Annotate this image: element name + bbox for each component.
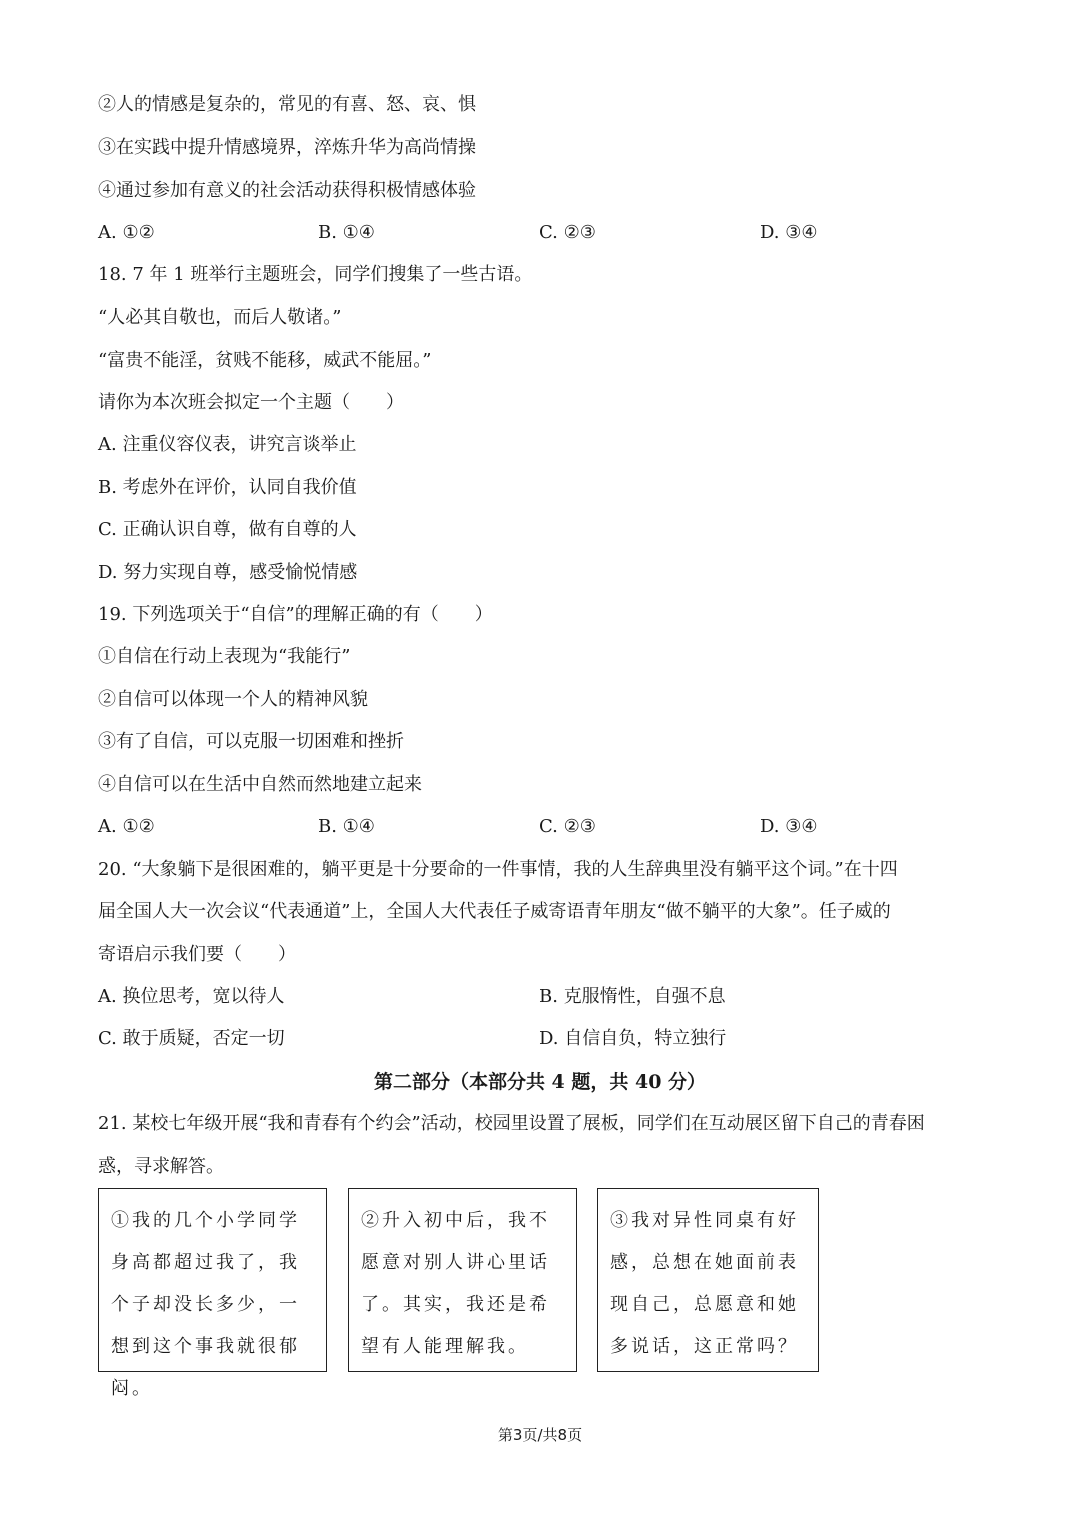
q19-item-4: ④自信可以在生活中自然而然地建立起来 <box>98 774 422 795</box>
q18-quote-1: “人必其自敬也，而后人敬诸。” <box>98 307 342 328</box>
q19-option-a: A. ①② <box>98 816 155 837</box>
q18-option-b: B. 考虑外在评价，认同自我价值 <box>98 477 357 498</box>
q19-option-d: D. ③④ <box>760 816 818 837</box>
q19-item-1: ①自信在行动上表现为“我能行” <box>98 646 351 667</box>
q21-stem-line-2: 惑，寻求解答。 <box>98 1156 224 1177</box>
q20-option-c: C. 敢于质疑，否定一切 <box>98 1028 285 1049</box>
q19-option-c: C. ②③ <box>539 816 596 837</box>
q20-option-d: D. 自信自负，特立独行 <box>539 1028 727 1049</box>
page-number: 第3页/共8页 <box>497 1426 583 1444</box>
q20-stem-line-2: 届全国人大一次会议“代表通道”上，全国人大代表任子威寄语青年朋友“做不躺平的大象”。任子威的 <box>98 901 891 922</box>
q19-option-b: B. ①④ <box>318 816 375 837</box>
q19-item-3: ③有了自信，可以克服一切困难和挫折 <box>98 731 404 752</box>
q17-option-d: D. ③④ <box>760 222 818 243</box>
q18-option-a: A. 注重仪容仪表，讲究言谈举止 <box>98 434 357 455</box>
q17-option-a: A. ①② <box>98 222 155 243</box>
q17-item-3: ③在实践中提升情感境界，淬炼升华为高尚情操 <box>98 137 476 158</box>
q21-stem-line-1: 21. 某校七年级开展“我和青春有个约会”活动，校园里设置了展板，同学们在互动展区留下自己的青春困 <box>98 1113 925 1134</box>
q20-option-b: B. 克服惰性，自强不息 <box>539 986 726 1007</box>
q20-option-a: A. 换位思考，宽以待人 <box>98 986 285 1007</box>
q18-prompt: 请你为本次班会拟定一个主题（ ） <box>98 392 404 413</box>
q21-box-1: ①我的几个小学同学身高都超过我了，我个子却没长多少，一想到这个事我就很郁闷。 <box>98 1188 327 1372</box>
q19-stem: 19. 下列选项关于“自信”的理解正确的有（ ） <box>98 604 493 625</box>
q20-stem-line-3: 寄语启示我们要（ ） <box>98 944 296 965</box>
q18-quote-2: “富贵不能淫，贫贱不能移，威武不能屈。” <box>98 350 432 371</box>
part2-title: 第二部分（本部分共 4 题，共 40 分） <box>373 1071 707 1093</box>
q17-item-4: ④通过参加有意义的社会活动获得积极情感体验 <box>98 180 476 201</box>
q19-item-2: ②自信可以体现一个人的精神风貌 <box>98 689 368 710</box>
q18-option-d: D. 努力实现自尊，感受愉悦情感 <box>98 562 358 583</box>
q21-box-2: ②升入初中后，我不愿意对别人讲心里话了。其实，我还是希望有人能理解我。 <box>348 1188 577 1372</box>
q18-stem: 18. 7 年 1 班举行主题班会，同学们搜集了一些古语。 <box>98 264 533 285</box>
q17-option-b: B. ①④ <box>318 222 375 243</box>
q17-item-2: ②人的情感是复杂的，常见的有喜、怒、哀、惧 <box>98 94 476 115</box>
q21-box-3: ③我对异性同桌有好感，总想在她面前表现自己，总愿意和她多说话，这正常吗？ <box>597 1188 819 1372</box>
q18-option-c: C. 正确认识自尊，做有自尊的人 <box>98 519 357 540</box>
q20-stem-line-1: 20. “大象躺下是很困难的，躺平更是十分要命的一件事情，我的人生辞典里没有躺平这个词。”在十四 <box>98 859 898 880</box>
q17-option-c: C. ②③ <box>539 222 596 243</box>
